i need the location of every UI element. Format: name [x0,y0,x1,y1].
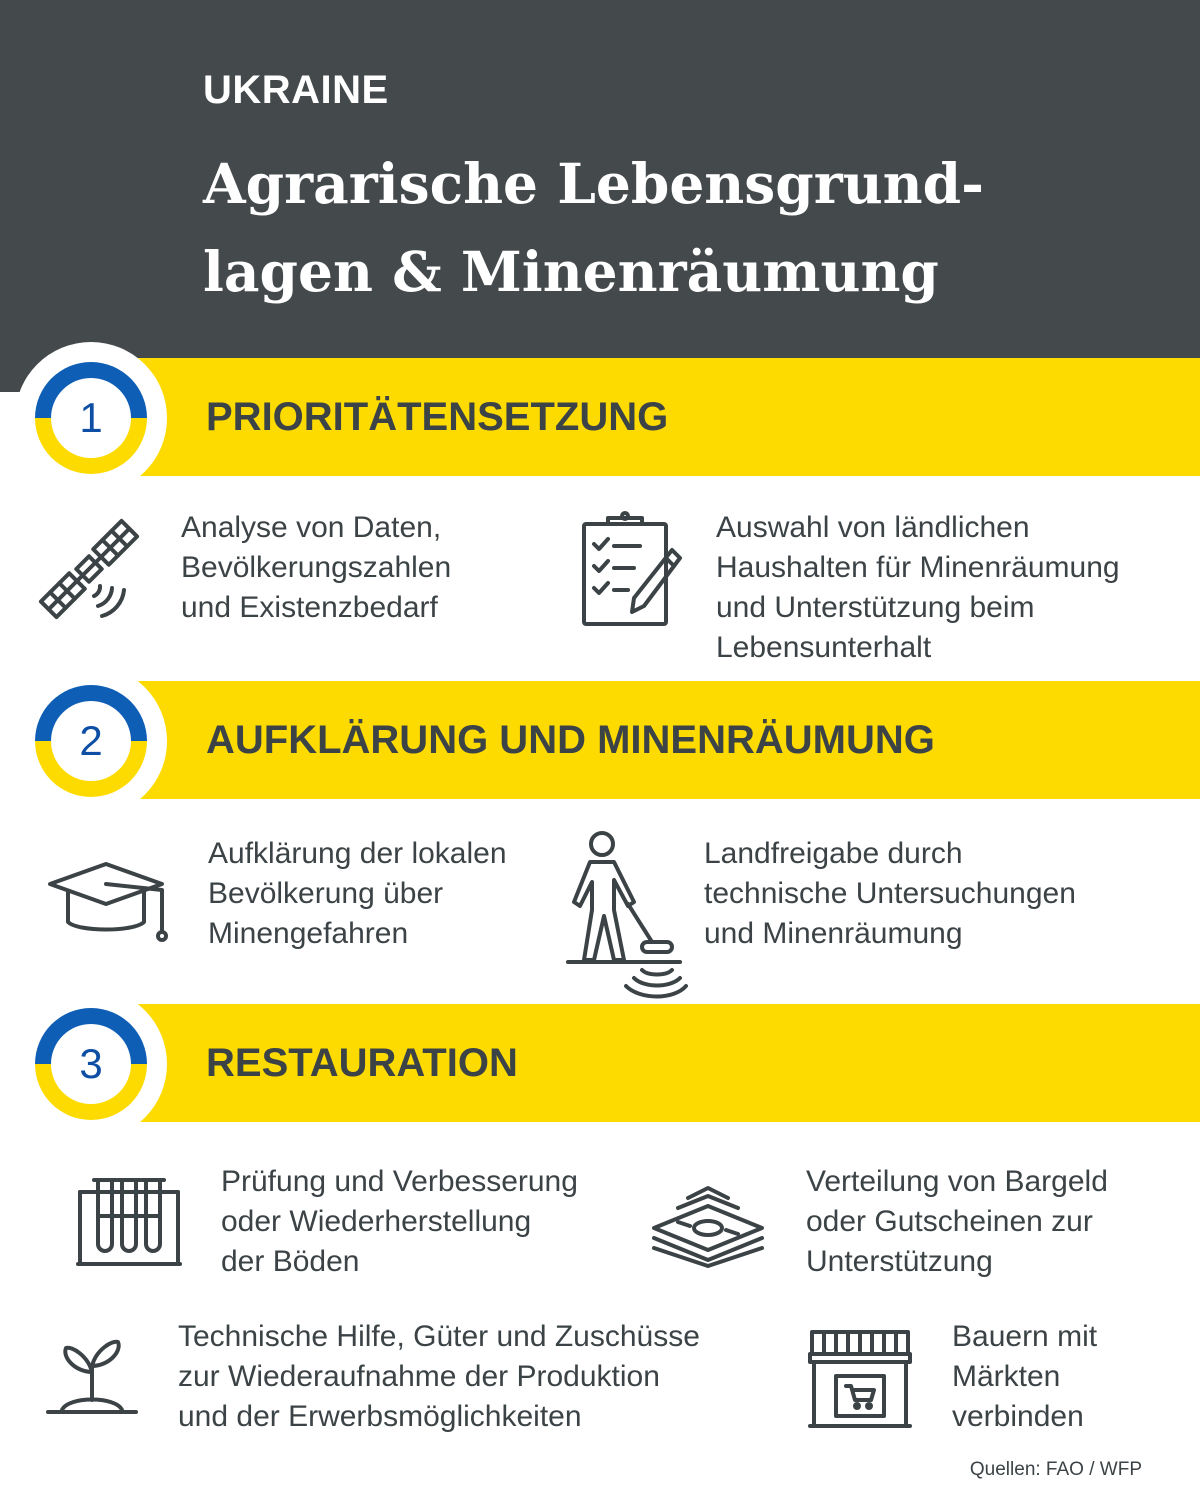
section-badge-1 [15,342,167,494]
section-number: 3 [79,1040,103,1087]
item-text: Bauern mit Märkten verbinden [952,1320,1098,1433]
satellite-icon [36,518,142,620]
item-text: Landfreigabe durch technische Untersuchungen und Minenräumung [704,837,1076,950]
mine-detector-person-icon [564,830,688,1002]
source-note: Quellen: FAO / WFP [969,1459,1142,1480]
kicker-label: UKRAINE [203,68,389,112]
section-title-2: AUFKLÄRUNG UND MINENRÄUMUNG [206,718,935,762]
seedling-icon [44,1338,140,1420]
test-tubes-icon [74,1176,184,1270]
page-title-line: Agrarische Lebensgrund- [203,151,984,216]
graduation-cap-icon [46,860,172,944]
section-number: 1 [79,394,103,441]
section-title-1: PRIORITÄTENSETZUNG [206,395,669,439]
section-badge-2 [15,665,167,817]
section-number: 2 [79,717,103,764]
page-title [203,140,1163,316]
page-title-line: lagen & Minenräumung [203,239,939,304]
item-text: Aufklärung der lokalen Bevölkerung über Minengefahren [208,837,507,950]
section-title-3: RESTAURATION [206,1041,518,1085]
item-text: Analyse von Daten, Bevölkerungszahlen und Existenzbedarf [181,511,452,624]
market-shop-icon [806,1328,914,1432]
section-badge-3 [15,988,167,1140]
item-text: Technische Hilfe, Güter und Zuschüsse zur Wiederaufnahme der Produktion und der Erwerbsmöglichkeiten [178,1320,700,1433]
item-text: Prüfung und Verbesserung oder Wiederherstellung der Böden [221,1165,578,1278]
item-text: Verteilung von Bargeld oder Gutscheinen zur Unterstützung [806,1165,1108,1278]
cash-stack-icon [648,1176,768,1268]
item-text: Auswahl von ländlichen Haushalten für Minenräumung und Unterstützung beim Lebensunterhalt [716,511,1120,664]
clipboard-checklist-icon [580,510,684,628]
